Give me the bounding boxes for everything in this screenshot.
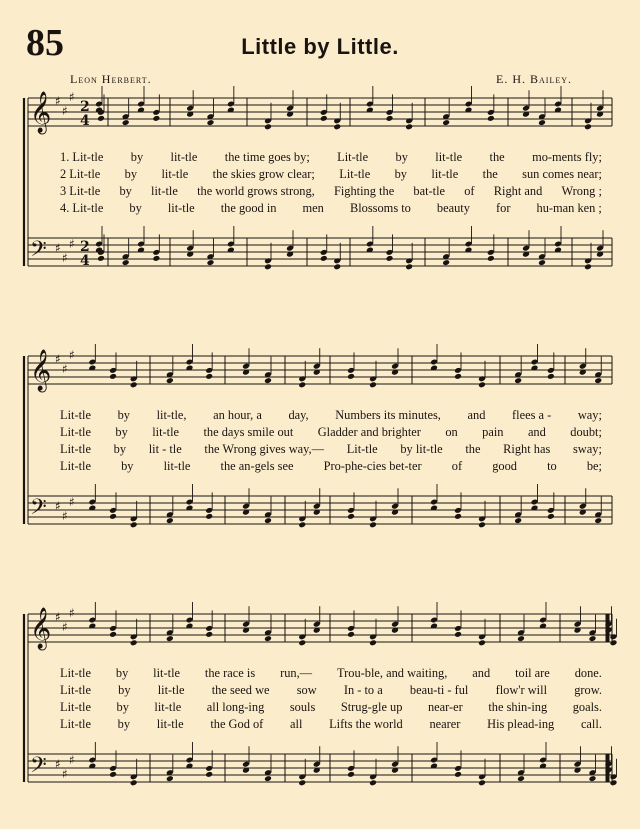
sharp-icon: ♯: [62, 251, 68, 265]
lyric-word: by: [115, 666, 129, 680]
sharp-icon: ♯: [62, 767, 68, 781]
lyric-word: pain: [482, 425, 504, 439]
lyric-word: lit-tle: [170, 150, 198, 164]
note-head: [320, 115, 328, 122]
note-head: [109, 771, 117, 778]
sharp-icon: ♯: [69, 606, 75, 620]
note-head: [487, 115, 495, 122]
note-head: [333, 263, 341, 270]
lyric-word: Lit-tle: [346, 442, 378, 456]
lyric-word: 2 Lit-tle: [60, 167, 101, 181]
note-head: [478, 521, 486, 528]
sharp-icon: ♯: [62, 362, 68, 376]
note-head: [594, 377, 602, 384]
note-head: [130, 521, 138, 528]
note-head: [130, 779, 138, 786]
lyric-word: good: [492, 459, 517, 473]
note-head: [109, 631, 117, 638]
lyric-word: men: [302, 201, 324, 215]
lyric-word: Right has: [503, 442, 551, 456]
lyric-word: lit-tle: [431, 167, 459, 181]
lyric-word: sow: [296, 683, 317, 697]
lyric-word: by: [117, 408, 130, 422]
note-head: [205, 631, 213, 638]
hymn-title: Little by Little.: [241, 34, 399, 59]
verse-line: [60, 717, 602, 732]
lyric-word: lit-tle,: [156, 408, 187, 422]
lyric-word: Strug-gle up: [340, 700, 403, 714]
note-head: [109, 513, 117, 520]
lyric-word: lit-tle: [152, 425, 180, 439]
note-head: [166, 517, 174, 524]
lyric-word: Right and: [493, 184, 543, 198]
time-signature-top: 2: [80, 239, 90, 255]
note-head: [166, 635, 174, 642]
note-head: [386, 255, 394, 262]
note-head: [97, 115, 105, 122]
verse-line: [60, 150, 602, 165]
lyric-word: lit-tle: [163, 459, 191, 473]
note-head: [109, 373, 117, 380]
note-head: [347, 373, 355, 380]
note-head: [454, 631, 462, 638]
sharp-icon: ♯: [62, 620, 68, 634]
lyric-word: souls: [289, 700, 316, 714]
lyric-word: lit - tle: [148, 442, 182, 456]
note-head: [166, 775, 174, 782]
bass-clef-icon: 𝄢: [30, 495, 47, 525]
lyric-word: by: [119, 184, 132, 198]
lyric-word: 1. Lit-tle: [60, 150, 104, 164]
lyric-word: to: [547, 459, 557, 473]
lyric-word: beauty: [436, 201, 470, 215]
lyric-word: the God of: [210, 717, 264, 731]
note-head: [589, 635, 597, 642]
lyric-word: Trou-ble, and waiting,: [336, 666, 448, 680]
treble-clef-icon: 𝄞: [30, 350, 52, 391]
lyric-word: by: [115, 425, 128, 439]
lyric-word: the: [482, 167, 498, 181]
note-head: [517, 775, 525, 782]
lyric-word: lit-tle: [167, 201, 195, 215]
lyric-word: and: [467, 408, 486, 422]
note-head: [454, 373, 462, 380]
note-head: [547, 373, 555, 380]
note-head: [207, 259, 215, 266]
note-head: [369, 381, 377, 388]
note-head: [264, 775, 272, 782]
sharp-icon: ♯: [69, 237, 75, 251]
lyric-word: nearer: [429, 717, 461, 731]
note-head: [122, 119, 130, 126]
note-head: [514, 377, 522, 384]
lyric-word: and: [527, 425, 546, 439]
note-head: [347, 771, 355, 778]
lyric-word: by: [116, 700, 129, 714]
note-head: [405, 263, 413, 270]
lyric-word: by: [394, 167, 407, 181]
lyric-word: Lifts the world: [329, 717, 403, 731]
lyric-word: Lit-tle: [60, 459, 91, 473]
note-head: [517, 635, 525, 642]
note-head: [264, 635, 272, 642]
note-head: [152, 255, 160, 262]
lyric-word: Lit-tle: [60, 408, 91, 422]
note-head: [152, 115, 160, 122]
lyric-word: the skies grow clear;: [212, 167, 315, 181]
lyric-word: all: [290, 717, 303, 731]
note-head: [478, 381, 486, 388]
note-head: [514, 517, 522, 524]
note-head: [264, 377, 272, 384]
note-head: [369, 639, 377, 646]
lyric-word: doubt;: [570, 425, 602, 439]
verse-line: [60, 666, 602, 681]
lyric-word: for: [496, 201, 511, 215]
treble-clef-icon: 𝄞: [30, 92, 52, 133]
lyric-word: Fighting the: [333, 184, 395, 198]
sharp-icon: ♯: [55, 757, 61, 771]
lyric-word: the days smile out: [203, 425, 294, 439]
note-head: [97, 255, 105, 262]
sharp-icon: ♯: [69, 495, 75, 509]
lyric-word: Lit-tle: [60, 700, 91, 714]
treble-clef-icon: 𝄞: [30, 608, 52, 649]
lyric-word: the: [465, 442, 481, 456]
verse-line: [60, 425, 602, 440]
time-signature-top: 2: [80, 99, 90, 115]
lyric-word: Lit-tle: [339, 167, 371, 181]
note-head: [347, 631, 355, 638]
sharp-icon: ♯: [69, 753, 75, 767]
note-head: [298, 521, 306, 528]
sharp-icon: ♯: [55, 610, 61, 624]
note-head: [442, 259, 450, 266]
lyric-word: bat-tle: [413, 184, 446, 198]
bass-clef-icon: 𝄢: [30, 753, 47, 783]
lyric-word: 3 Lit-tle: [60, 184, 101, 198]
note-head: [298, 779, 306, 786]
note-head: [454, 771, 462, 778]
note-head: [584, 123, 592, 130]
lyric-word: hu-man ken ;: [536, 201, 602, 215]
lyric-word: on: [445, 425, 458, 439]
verse-line: [60, 459, 602, 474]
lyric-word: the shin-ing: [488, 700, 548, 714]
lyric-word: of: [451, 459, 463, 473]
note-head: [298, 639, 306, 646]
lyricist-credit: Leon Herbert.: [70, 72, 152, 86]
sharp-icon: ♯: [55, 499, 61, 513]
lyric-word: Lit-tle: [60, 717, 91, 731]
lyric-word: way;: [577, 408, 602, 422]
verse-line: [60, 408, 602, 423]
lyric-word: mo-ments fly;: [532, 150, 602, 164]
lyric-word: goals.: [572, 700, 602, 714]
note-head: [166, 377, 174, 384]
lyric-word: Wrong ;: [561, 184, 602, 198]
sharp-icon: ♯: [69, 90, 75, 104]
lyric-word: by: [113, 442, 127, 456]
lyric-word: the seed we: [211, 683, 270, 697]
lyric-word: Lit-tle: [337, 150, 369, 164]
lyric-word: and: [472, 666, 491, 680]
lyric-word: all long-ing: [206, 700, 265, 714]
lyric-word: the time goes by;: [224, 150, 310, 164]
note-head: [298, 381, 306, 388]
lyric-word: by lit-tle: [400, 442, 443, 456]
lyric-word: Lit-tle: [60, 425, 91, 439]
lyric-word: the: [489, 150, 505, 164]
note-head: [547, 513, 555, 520]
note-head: [610, 639, 618, 646]
lyric-word: flow'r will: [495, 683, 548, 697]
hymn-number: 85: [26, 22, 64, 64]
lyric-word: toil are: [515, 666, 550, 680]
lyric-word: Gladder and brighter: [317, 425, 421, 439]
lyric-word: In - to a: [343, 683, 383, 697]
lyric-word: 4. Lit-tle: [60, 201, 104, 215]
lyric-word: the world grows strong,: [197, 184, 315, 198]
note-head: [478, 639, 486, 646]
time-signature-bottom: 4: [80, 253, 90, 269]
lyric-word: the Wrong gives way,—: [204, 442, 325, 456]
note-head: [320, 255, 328, 262]
lyric-word: of: [464, 184, 475, 198]
note-head: [538, 119, 546, 126]
composer-credit: E. H. Bailey.: [496, 72, 572, 86]
note-head: [130, 381, 138, 388]
sharp-icon: ♯: [55, 241, 61, 255]
lyric-word: sun comes near;: [522, 167, 602, 181]
bass-clef-icon: 𝄢: [30, 237, 47, 267]
note-head: [405, 123, 413, 130]
verse-line: [60, 700, 602, 715]
note-head: [369, 779, 377, 786]
lyric-word: lit-tle: [157, 683, 185, 697]
lyric-word: Lit-tle: [60, 666, 91, 680]
sharp-icon: ♯: [55, 94, 61, 108]
note-head: [205, 771, 213, 778]
lyric-word: lit-tle: [161, 167, 189, 181]
note-head: [589, 775, 597, 782]
lyric-word: run,—: [280, 666, 313, 680]
note-head: [369, 521, 377, 528]
note-head: [205, 373, 213, 380]
time-signature-bottom: 4: [80, 113, 90, 129]
lyric-word: the good in: [220, 201, 277, 215]
lyric-word: lit-tle: [151, 184, 178, 198]
lyric-word: done.: [574, 666, 602, 680]
lyric-word: be;: [586, 459, 602, 473]
note-head: [264, 123, 272, 130]
lyric-word: beau-ti - ful: [409, 683, 469, 697]
lyric-word: Numbers its minutes,: [335, 408, 441, 422]
lyric-word: lit-tle: [153, 666, 181, 680]
lyric-word: grow.: [574, 683, 602, 697]
lyric-word: call.: [580, 717, 602, 731]
note-head: [538, 259, 546, 266]
note-head: [207, 119, 215, 126]
note-head: [610, 779, 618, 786]
verse-line: [60, 184, 602, 199]
verse-line: [60, 442, 602, 457]
verse-line: [60, 683, 602, 698]
lyric-word: Lit-tle: [60, 683, 91, 697]
sharp-icon: ♯: [62, 509, 68, 523]
note-head: [122, 259, 130, 266]
lyric-word: sway;: [572, 442, 602, 456]
lyric-word: the race is: [204, 666, 256, 680]
verse-line: [60, 167, 602, 182]
note-head: [442, 119, 450, 126]
lyric-word: day,: [288, 408, 309, 422]
note-head: [264, 263, 272, 270]
lyric-word: by: [124, 167, 138, 181]
note-head: [487, 255, 495, 262]
note-head: [205, 513, 213, 520]
lyric-word: by: [117, 717, 131, 731]
note-head: [130, 639, 138, 646]
lyric-word: Lit-tle: [60, 442, 91, 456]
sharp-icon: ♯: [55, 352, 61, 366]
lyric-word: near-er: [427, 700, 463, 714]
lyric-word: the an-gels see: [220, 459, 294, 473]
note-head: [594, 517, 602, 524]
note-head: [333, 123, 341, 130]
note-head: [584, 263, 592, 270]
lyric-word: by: [121, 459, 134, 473]
sharp-icon: ♯: [62, 104, 68, 118]
sharp-icon: ♯: [69, 348, 75, 362]
note-head: [478, 779, 486, 786]
note-head: [264, 517, 272, 524]
lyric-word: by: [130, 150, 144, 164]
lyric-word: by: [395, 150, 408, 164]
lyric-word: by: [129, 201, 142, 215]
lyric-word: lit-tle: [154, 700, 182, 714]
lyric-word: Blossoms to: [349, 201, 411, 215]
lyric-word: flees a -: [512, 408, 552, 422]
lyric-word: by: [118, 683, 131, 697]
note-head: [347, 513, 355, 520]
note-head: [454, 513, 462, 520]
lyric-word: Pro-phe-cies bet-ter: [323, 459, 422, 473]
lyric-word: His plead-ing: [487, 717, 555, 731]
note-head: [386, 115, 394, 122]
lyric-word: lit-tle: [435, 150, 463, 164]
verse-line: [60, 201, 602, 216]
lyric-word: an hour, a: [213, 408, 262, 422]
lyric-word: lit-tle: [156, 717, 184, 731]
